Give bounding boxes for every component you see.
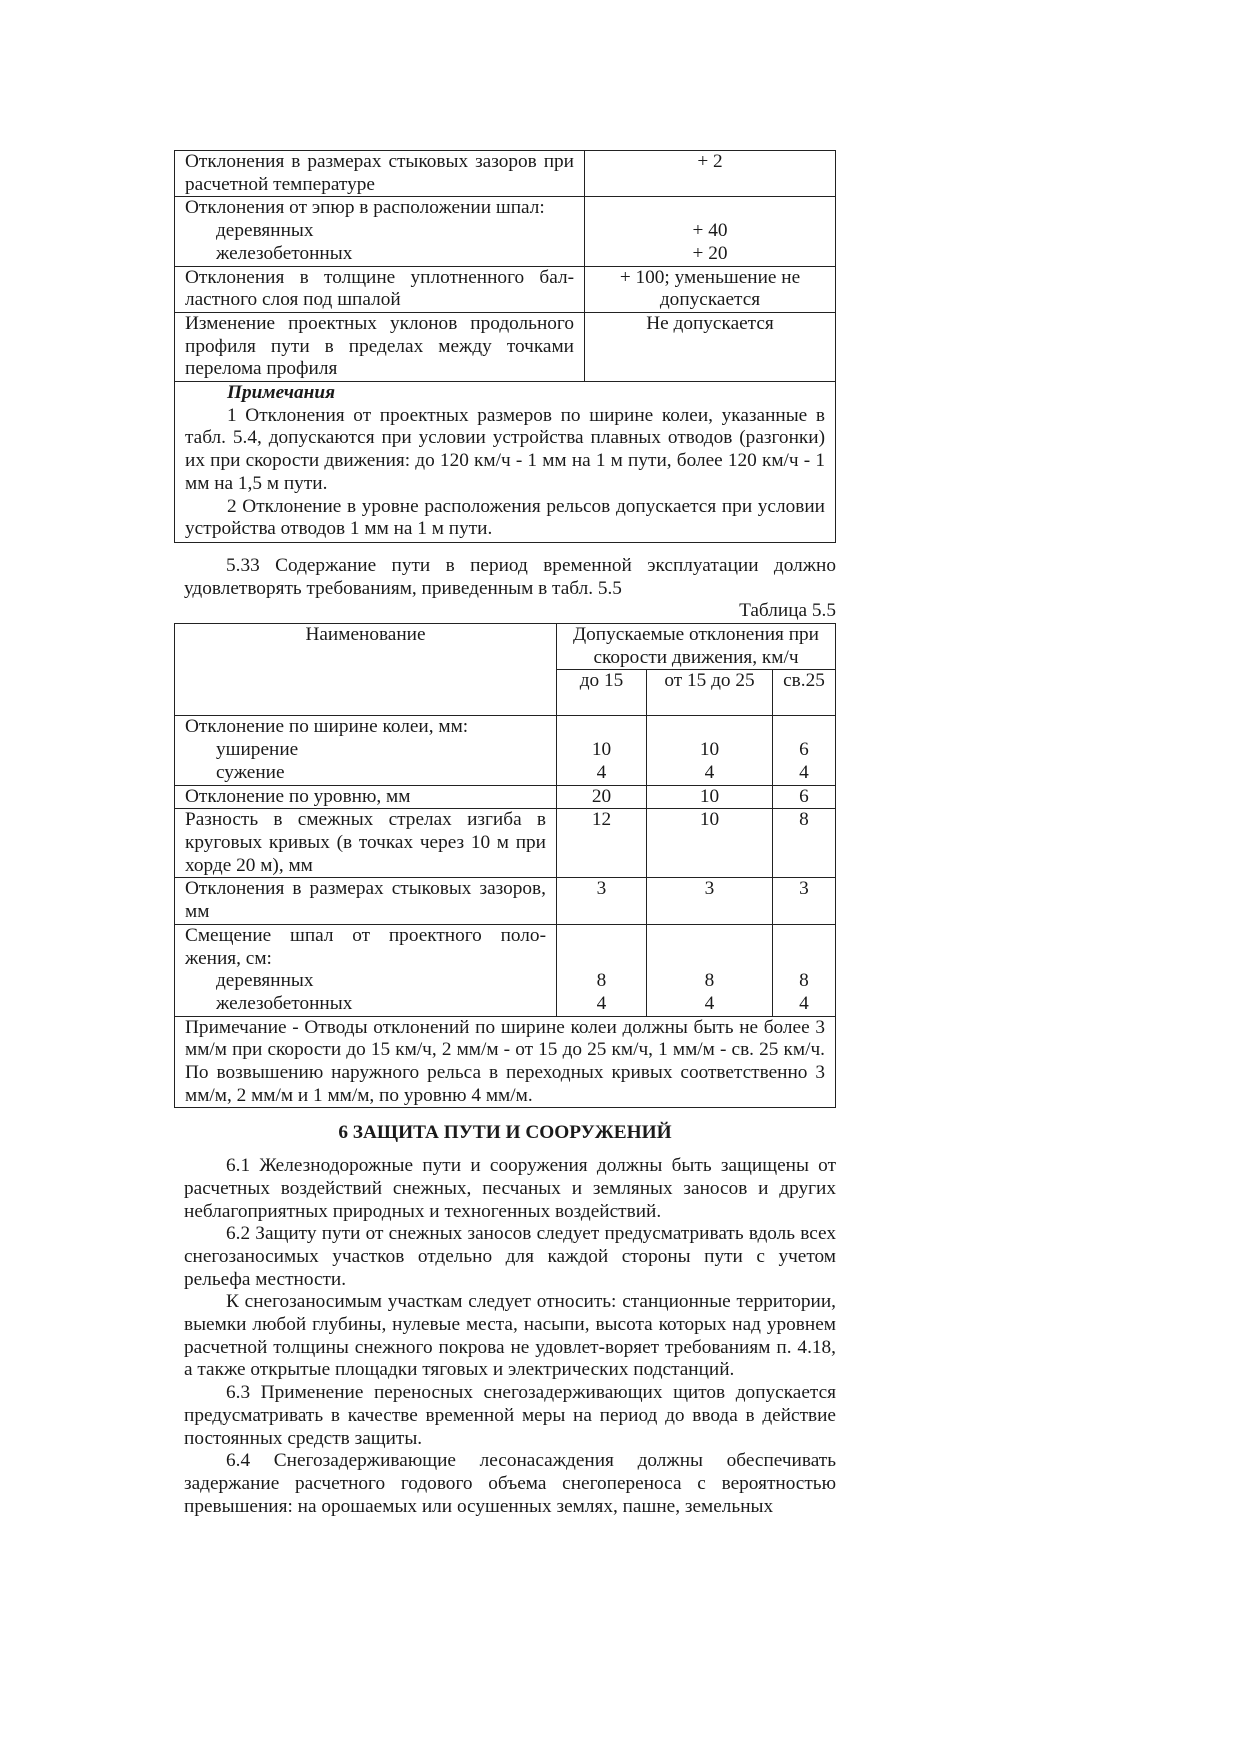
cell-value: 6 xyxy=(773,785,836,809)
cell xyxy=(557,924,647,1016)
cell-value: 12 xyxy=(557,809,647,878)
table-row xyxy=(175,785,836,809)
cell-value: 10 xyxy=(647,785,773,809)
row-name: Отклонение по уровню, мм xyxy=(175,785,557,809)
cell-value: 4 xyxy=(799,761,809,783)
cell xyxy=(647,924,773,1016)
row-value: + 2 xyxy=(585,151,836,197)
paragraph-5-33: 5.33 Содержание пути в период временной эксплуатации должно удовлетворять требованиям, приведенным в табл. 5.5 xyxy=(184,554,836,599)
cell-value: 10 xyxy=(591,739,612,761)
row-name-group xyxy=(175,197,585,266)
paragraph-6-2: 6.2 Защиту пути от снежных заносов следует предусматривать вдоль всех снегозаносимых участков отдельно для каждой стороны пути с учетом рельефа местности. xyxy=(184,1223,836,1290)
cell xyxy=(647,716,773,785)
table-row xyxy=(175,312,836,381)
section-6-body xyxy=(174,1155,836,1518)
cell-value: 10 xyxy=(647,809,773,878)
sub-row-name: деревянных xyxy=(216,970,314,992)
row-values xyxy=(585,197,836,266)
table-row xyxy=(175,266,836,312)
row-name: Отклонения в размерах стыковых зазоров, мм xyxy=(175,878,557,924)
cell-value: 4 xyxy=(596,761,607,783)
sub-row-name: деревянных xyxy=(216,220,314,242)
row-value: Не допускается xyxy=(585,312,836,381)
note-row xyxy=(175,1016,836,1108)
cell-value: 20 xyxy=(557,785,647,809)
table-row xyxy=(175,151,836,197)
section-title: 6 ЗАЩИТА ПУТИ И СООРУЖЕНИЙ xyxy=(338,1122,672,1144)
sub-row-name: уширение xyxy=(216,739,299,761)
row-name-group xyxy=(175,716,557,785)
paragraph-snow-areas: К снегозаносимым участкам следует относить: станционные территории, выемки любой глубины, нулевые места, насыпи, высота которых над уровнем расчетной толщины снежного покрова не удовлет-воряет требованиям п. 4.18, а также открытые площадки тяговых и электрических подстанций. xyxy=(184,1291,836,1381)
sub-row-name: железобетонных xyxy=(216,242,353,264)
table-row xyxy=(175,924,836,1016)
note-1: 1 Отклонения от проектных размеров по ширине колеи, указанные в табл. 5.4, допускаются при условии устройства плавных отводов (разгонки) их при скорости движения: до 120 км/ч - 1 мм на 1 м пути, более 120 км/ч - 1 мм на 1,5 м пути. xyxy=(185,404,825,494)
cell-value: 8 xyxy=(596,970,607,992)
cell-value: 3 xyxy=(647,878,773,924)
row-name: Отклонения в размерах стыковых зазоров при расчетной температуре xyxy=(175,151,585,197)
table-5-5 xyxy=(174,623,836,1108)
cell-value: 4 xyxy=(704,761,715,783)
table-row xyxy=(175,716,836,785)
notes-title: Примечания xyxy=(227,382,335,404)
row-name: Изменение проектных уклонов продольного профиля пути в пределах между точками перелома профиля xyxy=(175,312,585,381)
row-name-group xyxy=(175,924,557,1016)
sub-row-value: + 20 xyxy=(692,242,728,264)
cell-value: 3 xyxy=(557,878,647,924)
cell xyxy=(773,924,836,1016)
document-page xyxy=(174,150,836,1518)
cell-value: 8 xyxy=(799,970,809,992)
cell-value: 8 xyxy=(704,970,715,992)
cell-value: 4 xyxy=(799,992,809,1014)
cell-value: 10 xyxy=(699,739,720,761)
sub-row-name: сужение xyxy=(216,761,285,783)
row-name: Отклонение по ширине колеи, мм: xyxy=(185,716,469,738)
sub-row-value: + 40 xyxy=(692,220,728,242)
paragraph-6-1: 6.1 Железнодорожные пути и сооружения должны быть защищены от расчетных воздействий снежных, песчаных и земляных заносов и других неблагоприятных природных и техногенных воздействий. xyxy=(184,1155,836,1222)
cell-value: 3 xyxy=(773,878,836,924)
header-row xyxy=(175,624,836,670)
sub-row-name: железобетонных xyxy=(216,992,353,1014)
deviations-table-continued xyxy=(174,150,836,543)
cell-value: 4 xyxy=(596,992,607,1014)
paragraph-6-3: 6.3 Применение переносных снегозадерживающих щитов допускается предусматривать в качестве временной меры на период до ввода в действие постоянных средств защиты. xyxy=(184,1382,836,1449)
column-header: до 15 xyxy=(557,670,647,716)
header-group: Допускаемые отклонения при скорости движения, км/ч xyxy=(557,624,836,670)
table-note: Примечание - Отводы отклонений по ширине колеи должны быть не более 3 мм/м при скорости до 15 км/ч, 2 мм/м - от 15 до 25 км/ч, 1 мм/м - св. 25 км/ч. По возвышению наружного рельса в переходных кривых соответственно 3 мм/м, 2 мм/м и 1 мм/м, по уровню 4 мм/м. xyxy=(175,1016,836,1108)
row-value: + 100; уменьшение не допускается xyxy=(585,266,836,312)
cell-value: 8 xyxy=(773,809,836,878)
notes-row xyxy=(175,382,836,543)
row-name: Отклонения от эпюр в расположении шпал: xyxy=(185,197,545,219)
header-name: Наименование xyxy=(175,624,557,716)
cell xyxy=(557,716,647,785)
table-row xyxy=(175,809,836,878)
row-name: Смещение шпал от проектного поло-жения, см: xyxy=(185,924,546,969)
column-header: св.25 xyxy=(773,670,836,716)
column-header: от 15 до 25 xyxy=(647,670,773,716)
notes-cell xyxy=(175,382,836,543)
table-row xyxy=(175,878,836,924)
paragraph-6-4: 6.4 Снегозадерживающие лесонасаждения должны обеспечивать задержание расчетного годового объема снегопереноса с вероятностью превышения: на орошаемых или осушенных землях, пашне, земельных xyxy=(184,1450,836,1517)
note-2: 2 Отклонение в уровне расположения рельсов допускается при условии устройства отводов 1 мм на 1 м пути. xyxy=(185,495,825,540)
table-caption: Таблица 5.5 xyxy=(739,600,836,622)
row-name: Отклонения в толщине уплотненного бал-ластного слоя под шпалой xyxy=(175,266,585,312)
row-name: Разность в смежных стрелах изгиба в круговых кривых (в точках через 10 м при хорде 20 м), мм xyxy=(175,809,557,878)
table-row xyxy=(175,197,836,266)
cell xyxy=(773,716,836,785)
cell-value: 6 xyxy=(799,739,809,761)
cell-value: 4 xyxy=(704,992,715,1014)
